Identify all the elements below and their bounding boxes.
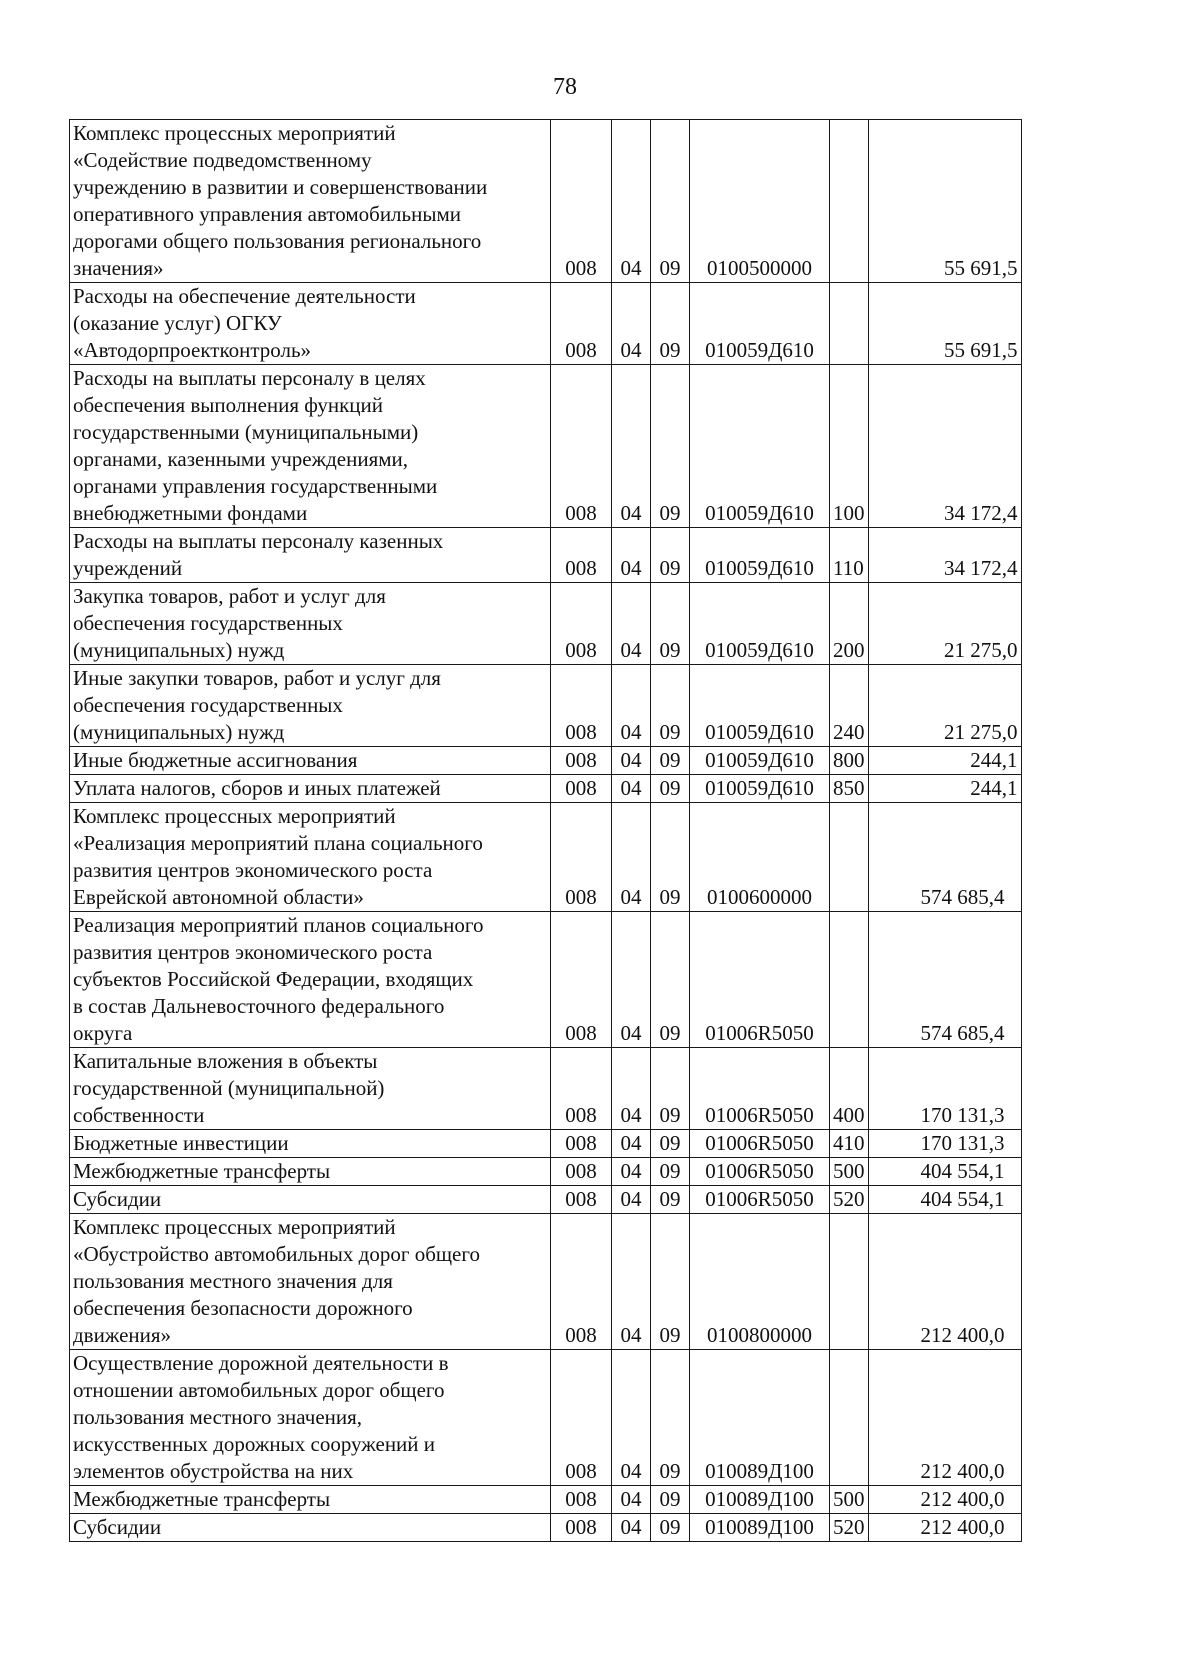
- row-name-line: государственной (муниципальной): [73, 1076, 385, 1100]
- subsection-cell: 09: [651, 1158, 690, 1186]
- table-row: [70, 803, 1022, 912]
- table-row: [70, 1514, 1022, 1542]
- row-name-line: Закупка товаров, работ и услуг для: [73, 584, 386, 608]
- amount-cell: 244,1: [868, 747, 1021, 775]
- row-name-line: обеспечения государственных: [73, 611, 343, 635]
- subsection-cell: 09: [651, 583, 690, 665]
- row-name-line: «Обустройство автомобильных дорог общего: [73, 1242, 480, 1266]
- amount-cell: 574 685,4: [868, 803, 1021, 912]
- subsection-cell: 09: [651, 1186, 690, 1214]
- ved-cell: 008: [551, 528, 612, 583]
- row-name-line: субъектов Российской Федерации, входящих: [73, 967, 474, 991]
- expense-type-cell: 410: [830, 1130, 869, 1158]
- amount-cell: 244,1: [868, 775, 1021, 803]
- row-name-line: Осуществление дорожной деятельности в: [73, 1351, 449, 1375]
- row-name-line: (муниципальных) нужд: [73, 638, 285, 662]
- amount-cell: 55 691,5: [868, 283, 1021, 365]
- row-name-cell: [70, 1486, 551, 1514]
- row-name-cell: [70, 775, 551, 803]
- ved-cell: 008: [551, 803, 612, 912]
- section-cell: 04: [612, 1048, 651, 1130]
- row-name-line: развития центров экономического роста: [73, 940, 433, 964]
- target-item-cell: 01006R5050: [690, 1186, 830, 1214]
- amount-cell: 170 131,3: [868, 1130, 1021, 1158]
- table-row: [70, 583, 1022, 665]
- row-name-line: Расходы на обеспечение деятельности: [73, 284, 416, 308]
- row-name-line: учреждений: [73, 556, 183, 580]
- subsection-cell: 09: [651, 1048, 690, 1130]
- target-item-cell: 0100800000: [690, 1214, 830, 1350]
- subsection-cell: 09: [651, 1214, 690, 1350]
- ved-cell: 008: [551, 1130, 612, 1158]
- amount-cell: 34 172,4: [868, 365, 1021, 528]
- row-name-cell: [70, 120, 551, 283]
- target-item-cell: 01006R5050: [690, 1130, 830, 1158]
- target-item-cell: 010089Д100: [690, 1514, 830, 1542]
- row-name-line: «Реализация мероприятий плана социального: [73, 831, 483, 855]
- ved-cell: 008: [551, 1350, 612, 1486]
- target-item-cell: 01006R5050: [690, 1048, 830, 1130]
- ved-cell: 008: [551, 665, 612, 747]
- table-row: [70, 1048, 1022, 1130]
- row-name-line: Комплекс процессных мероприятий: [73, 804, 396, 828]
- target-item-cell: 010089Д100: [690, 1486, 830, 1514]
- subsection-cell: 09: [651, 1130, 690, 1158]
- section-cell: 04: [612, 1186, 651, 1214]
- row-name-cell: [70, 912, 551, 1048]
- amount-cell: 212 400,0: [868, 1486, 1021, 1514]
- subsection-cell: 09: [651, 528, 690, 583]
- budget-table-body: [70, 120, 1022, 1542]
- row-name-line: округа: [73, 1021, 133, 1045]
- table-row: [70, 528, 1022, 583]
- row-name-line: «Содействие подведомственному: [73, 148, 372, 172]
- subsection-cell: 09: [651, 120, 690, 283]
- row-name-line: дорогами общего пользования регионального: [73, 229, 482, 253]
- target-item-cell: 010059Д610: [690, 528, 830, 583]
- row-name-cell: [70, 665, 551, 747]
- row-name-line: (муниципальных) нужд: [73, 720, 285, 744]
- expense-type-cell: [830, 120, 869, 283]
- row-name-line: пользования местного значения для: [73, 1269, 393, 1293]
- row-name-line: элементов обустройства на них: [73, 1459, 354, 1483]
- amount-cell: 21 275,0: [868, 583, 1021, 665]
- row-name-cell: [70, 1214, 551, 1350]
- row-name-line: развития центров экономического роста: [73, 858, 433, 882]
- expense-type-cell: [830, 1214, 869, 1350]
- table-row: [70, 1350, 1022, 1486]
- row-name-line: Комплекс процессных мероприятий: [73, 121, 396, 145]
- row-name-cell: [70, 1186, 551, 1214]
- target-item-cell: 010059Д610: [690, 747, 830, 775]
- row-name-line: органами управления государственными: [73, 474, 438, 498]
- subsection-cell: 09: [651, 775, 690, 803]
- row-name-line: Межбюджетные трансферты: [73, 1487, 331, 1511]
- row-name-line: в состав Дальневосточного федерального: [73, 994, 445, 1018]
- expense-type-cell: 850: [830, 775, 869, 803]
- amount-cell: 212 400,0: [868, 1350, 1021, 1486]
- amount-cell: 21 275,0: [868, 665, 1021, 747]
- table-row: [70, 1158, 1022, 1186]
- row-name-cell: [70, 283, 551, 365]
- expense-type-cell: 800: [830, 747, 869, 775]
- expense-type-cell: [830, 283, 869, 365]
- row-name-line: обеспечения государственных: [73, 693, 343, 717]
- expense-type-cell: [830, 803, 869, 912]
- ved-cell: 008: [551, 1186, 612, 1214]
- row-name-cell: [70, 1158, 551, 1186]
- target-item-cell: 010089Д100: [690, 1350, 830, 1486]
- row-name-cell: [70, 1130, 551, 1158]
- row-name-line: обеспечения выполнения функций: [73, 393, 384, 417]
- section-cell: 04: [612, 1214, 651, 1350]
- table-row: [70, 665, 1022, 747]
- amount-cell: 170 131,3: [868, 1048, 1021, 1130]
- ved-cell: 008: [551, 775, 612, 803]
- table-row: [70, 365, 1022, 528]
- ved-cell: 008: [551, 1486, 612, 1514]
- section-cell: 04: [612, 1350, 651, 1486]
- row-name-line: отношении автомобильных дорог общего: [73, 1378, 445, 1402]
- row-name-cell: [70, 747, 551, 775]
- expense-type-cell: 520: [830, 1514, 869, 1542]
- target-item-cell: 010059Д610: [690, 665, 830, 747]
- budget-table: [69, 119, 1022, 1542]
- section-cell: 04: [612, 528, 651, 583]
- row-name-line: искусственных дорожных сооружений и: [73, 1432, 436, 1456]
- amount-cell: 212 400,0: [868, 1214, 1021, 1350]
- target-item-cell: 010059Д610: [690, 283, 830, 365]
- amount-cell: 404 554,1: [868, 1158, 1021, 1186]
- row-name-line: обеспечения безопасности дорожного: [73, 1296, 413, 1320]
- row-name-line: органами, казенными учреждениями,: [73, 447, 409, 471]
- subsection-cell: 09: [651, 1486, 690, 1514]
- row-name-cell: [70, 1048, 551, 1130]
- section-cell: 04: [612, 665, 651, 747]
- row-name-line: Бюджетные инвестиции: [73, 1131, 289, 1155]
- row-name-line: внебюджетными фондами: [73, 501, 308, 525]
- row-name-line: Расходы на выплаты персоналу в целях: [73, 366, 426, 390]
- page-number: 78: [553, 74, 577, 100]
- ved-cell: 008: [551, 747, 612, 775]
- section-cell: 04: [612, 365, 651, 528]
- ved-cell: 008: [551, 1214, 612, 1350]
- row-name-line: Субсидии: [73, 1187, 162, 1211]
- row-name-line: учреждению в развитии и совершенствовании: [73, 175, 488, 199]
- table-row: [70, 1214, 1022, 1350]
- amount-cell: 574 685,4: [868, 912, 1021, 1048]
- amount-cell: 404 554,1: [868, 1186, 1021, 1214]
- table-row: [70, 1486, 1022, 1514]
- expense-type-cell: 240: [830, 665, 869, 747]
- target-item-cell: 010059Д610: [690, 583, 830, 665]
- row-name-line: собственности: [73, 1103, 205, 1127]
- row-name-line: Уплата налогов, сборов и иных платежей: [73, 776, 441, 800]
- row-name-cell: [70, 583, 551, 665]
- expense-type-cell: 500: [830, 1486, 869, 1514]
- amount-cell: 55 691,5: [868, 120, 1021, 283]
- row-name-line: «Автодорпроектконтроль»: [73, 338, 312, 362]
- section-cell: 04: [612, 803, 651, 912]
- ved-cell: 008: [551, 1158, 612, 1186]
- section-cell: 04: [612, 120, 651, 283]
- section-cell: 04: [612, 747, 651, 775]
- ved-cell: 008: [551, 120, 612, 283]
- target-item-cell: 01006R5050: [690, 912, 830, 1048]
- expense-type-cell: [830, 1350, 869, 1486]
- row-name-cell: [70, 365, 551, 528]
- ved-cell: 008: [551, 912, 612, 1048]
- subsection-cell: 09: [651, 747, 690, 775]
- section-cell: 04: [612, 912, 651, 1048]
- subsection-cell: 09: [651, 1514, 690, 1542]
- row-name-line: (оказание услуг) ОГКУ: [73, 311, 282, 335]
- section-cell: 04: [612, 775, 651, 803]
- row-name-line: оперативного управления автомобильными: [73, 202, 461, 226]
- target-item-cell: 010059Д610: [690, 365, 830, 528]
- target-item-cell: 01006R5050: [690, 1158, 830, 1186]
- row-name-line: значения»: [73, 256, 164, 280]
- row-name-cell: [70, 528, 551, 583]
- section-cell: 04: [612, 1158, 651, 1186]
- row-name-line: Еврейской автономной области»: [73, 885, 364, 909]
- target-item-cell: 0100600000: [690, 803, 830, 912]
- table-row: [70, 912, 1022, 1048]
- table-row: [70, 283, 1022, 365]
- row-name-line: Реализация мероприятий планов социального: [73, 913, 484, 937]
- row-name-line: Расходы на выплаты персоналу казенных: [73, 529, 444, 553]
- target-item-cell: 0100500000: [690, 120, 830, 283]
- table-row: [70, 120, 1022, 283]
- row-name-line: Капитальные вложения в объекты: [73, 1049, 378, 1073]
- ved-cell: 008: [551, 1048, 612, 1130]
- expense-type-cell: 200: [830, 583, 869, 665]
- subsection-cell: 09: [651, 803, 690, 912]
- target-item-cell: 010059Д610: [690, 775, 830, 803]
- row-name-line: движения»: [73, 1323, 172, 1347]
- row-name-line: Межбюджетные трансферты: [73, 1159, 331, 1183]
- expense-type-cell: 500: [830, 1158, 869, 1186]
- ved-cell: 008: [551, 283, 612, 365]
- section-cell: 04: [612, 283, 651, 365]
- row-name-line: Иные закупки товаров, работ и услуг для: [73, 666, 441, 690]
- expense-type-cell: 100: [830, 365, 869, 528]
- row-name-cell: [70, 1350, 551, 1486]
- subsection-cell: 09: [651, 912, 690, 1048]
- amount-cell: 34 172,4: [868, 528, 1021, 583]
- ved-cell: 008: [551, 365, 612, 528]
- amount-cell: 212 400,0: [868, 1514, 1021, 1542]
- section-cell: 04: [612, 1486, 651, 1514]
- table-row: [70, 1130, 1022, 1158]
- row-name-cell: [70, 1514, 551, 1542]
- expense-type-cell: 400: [830, 1048, 869, 1130]
- expense-type-cell: 520: [830, 1186, 869, 1214]
- ved-cell: 008: [551, 1514, 612, 1542]
- expense-type-cell: 110: [830, 528, 869, 583]
- row-name-cell: [70, 803, 551, 912]
- row-name-line: Субсидии: [73, 1515, 162, 1539]
- subsection-cell: 09: [651, 665, 690, 747]
- row-name-line: пользования местного значения,: [73, 1405, 363, 1429]
- subsection-cell: 09: [651, 1350, 690, 1486]
- row-name-line: государственными (муниципальными): [73, 420, 419, 444]
- section-cell: 04: [612, 1514, 651, 1542]
- table-row: [70, 775, 1022, 803]
- subsection-cell: 09: [651, 283, 690, 365]
- table-row: [70, 1186, 1022, 1214]
- section-cell: 04: [612, 583, 651, 665]
- expense-type-cell: [830, 912, 869, 1048]
- table-row: [70, 747, 1022, 775]
- ved-cell: 008: [551, 583, 612, 665]
- row-name-line: Иные бюджетные ассигнования: [73, 748, 358, 772]
- subsection-cell: 09: [651, 365, 690, 528]
- row-name-line: Комплекс процессных мероприятий: [73, 1215, 396, 1239]
- section-cell: 04: [612, 1130, 651, 1158]
